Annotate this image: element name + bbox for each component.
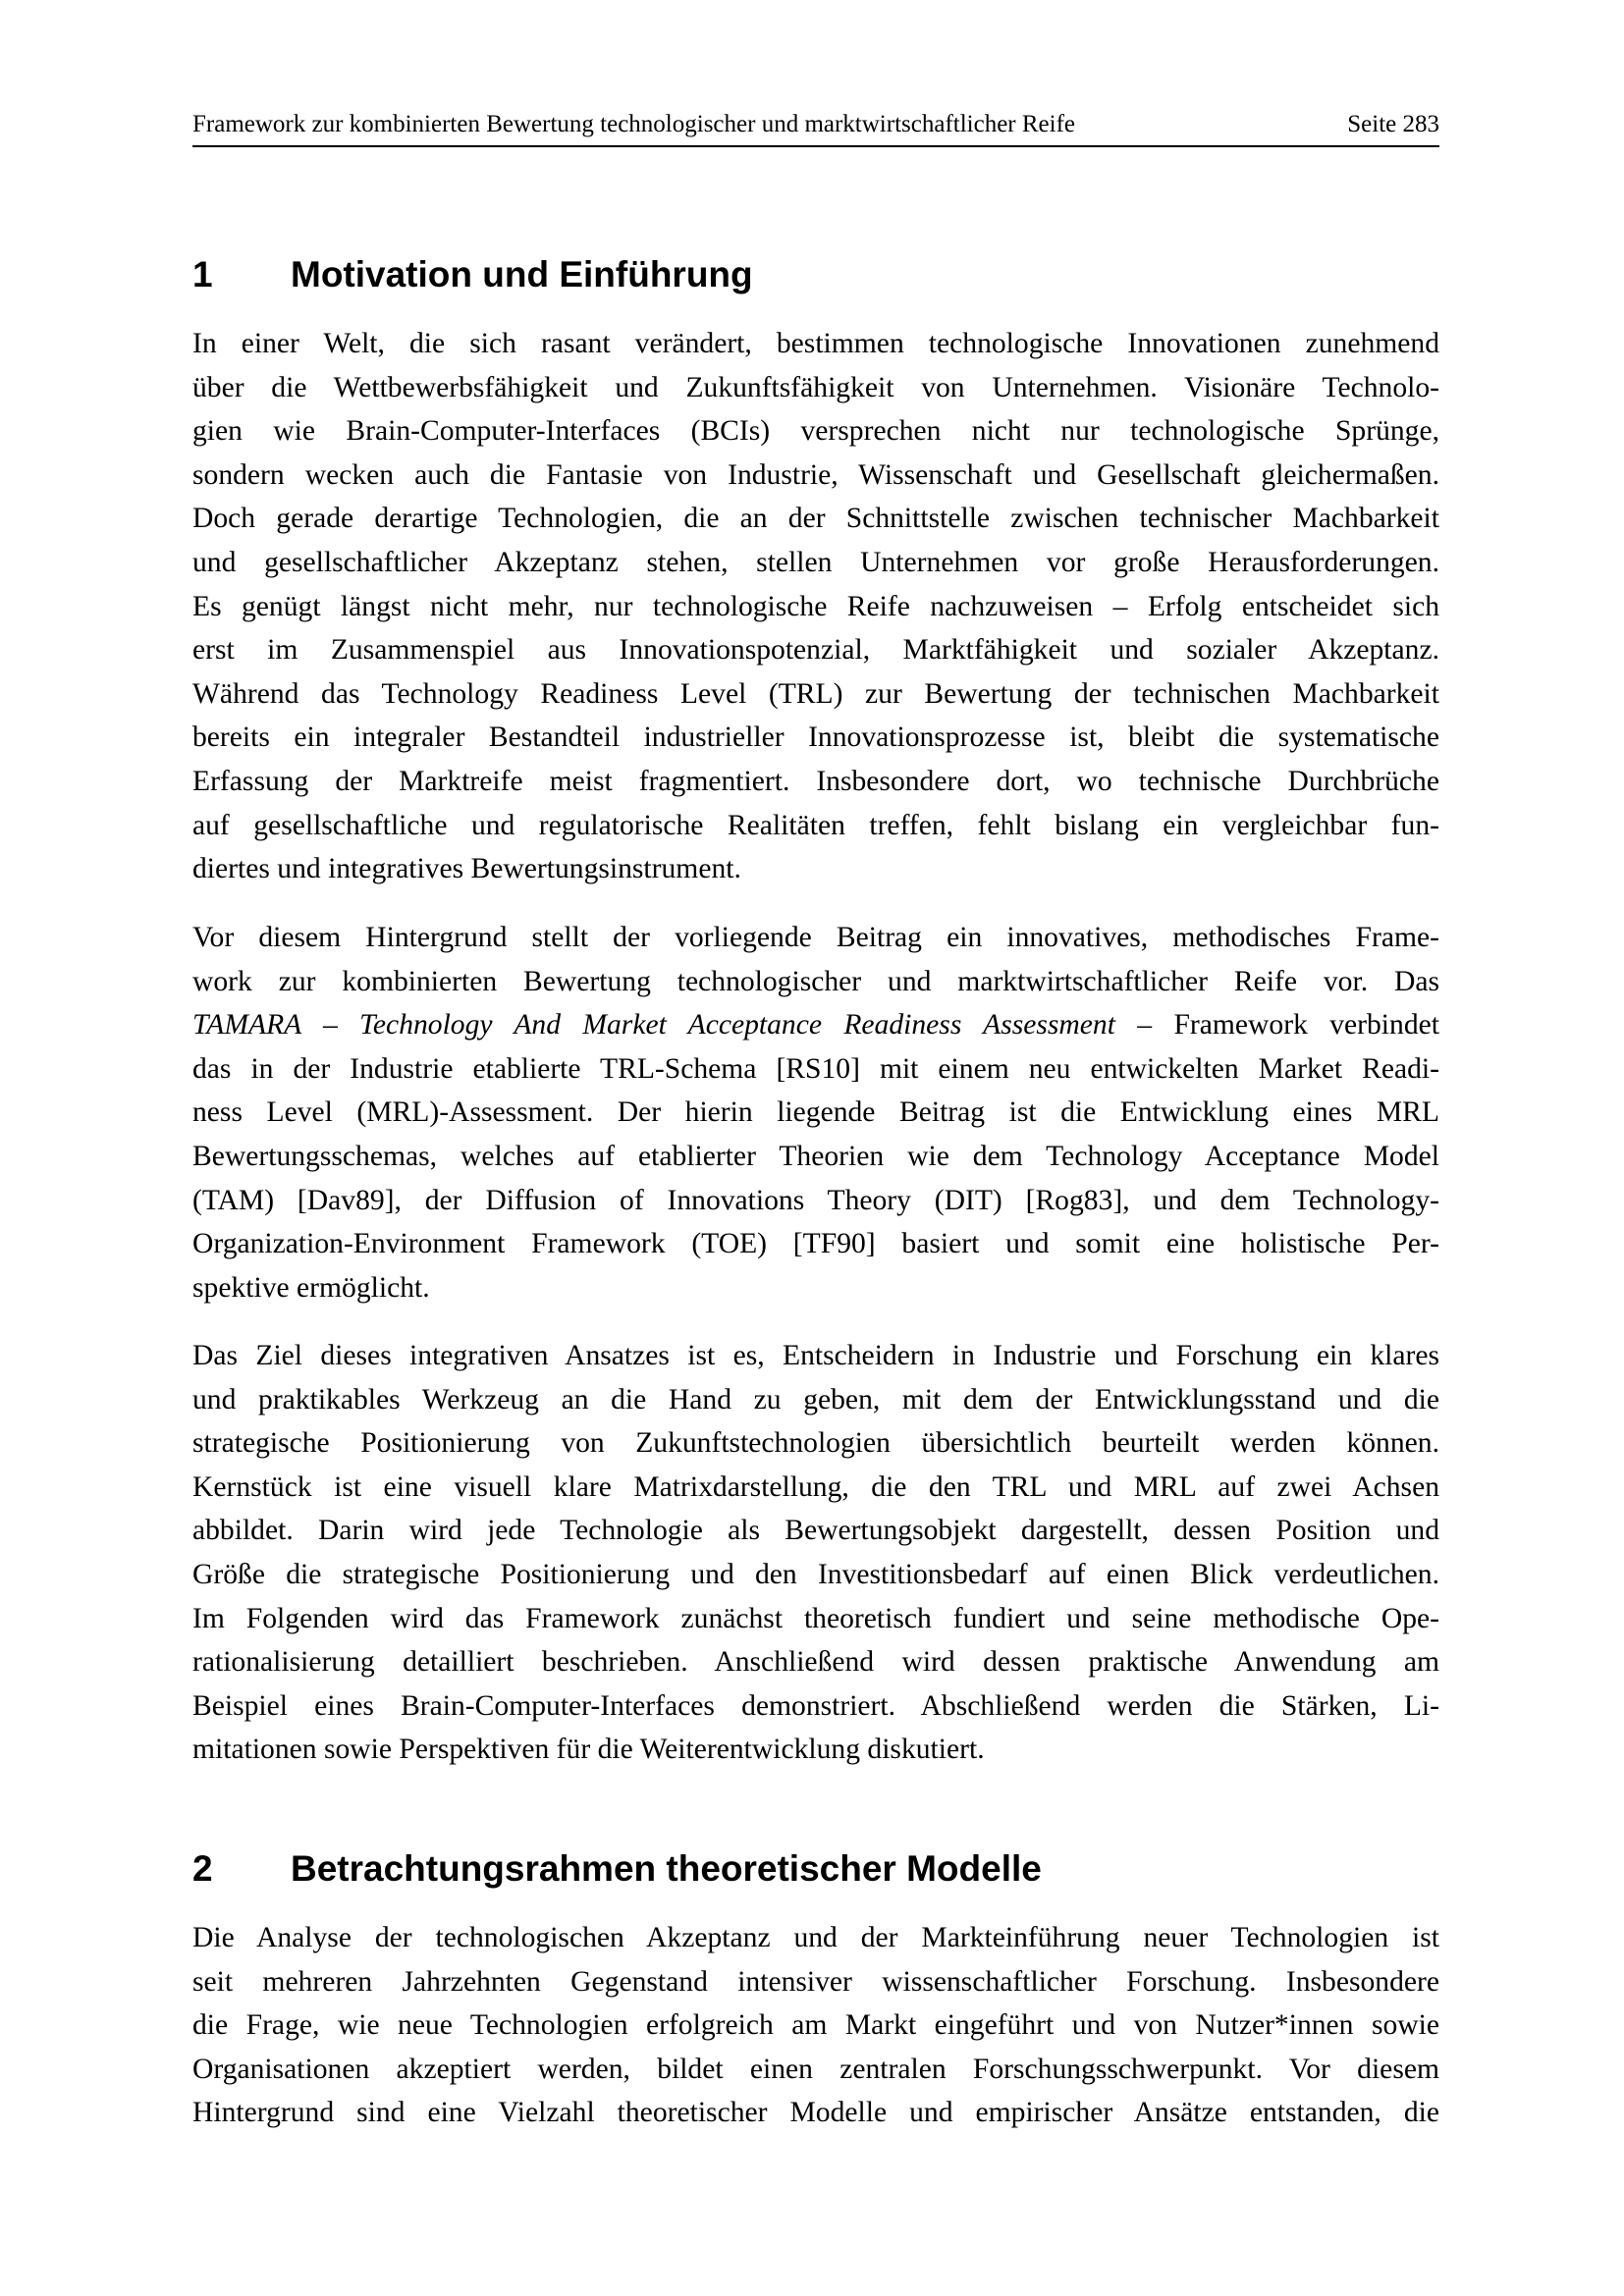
- text-line: bereits ein integraler Bestandteil industrieller Innovationsprozesse ist, bleibt die systematische: [192, 721, 1439, 754]
- text-line: spektive ermöglicht.: [192, 1271, 430, 1304]
- text-line: über die Wettbewerbsfähigkeit und Zukunftsfähigkeit von Unternehmen. Visionäre Technolo-: [192, 371, 1439, 403]
- text-line: gien wie Brain-Computer-Interfaces (BCIs) versprechen nicht nur technologische Sprünge,: [192, 415, 1439, 448]
- section-number: 1: [192, 254, 213, 294]
- text-line: In einer Welt, die sich rasant verändert, bestimmen technologische Innovationen zunehmend: [192, 328, 1439, 359]
- text-line: seit mehreren Jahrzehnten Gegenstand intensiver wissenschaftlicher Forschung. Insbesondere: [192, 1965, 1439, 1998]
- text-line: und praktikables Werkzeug an die Hand zu geben, mit dem der Entwicklungsstand und die: [192, 1383, 1439, 1415]
- text-line: das in der Industrie etablierte TRL-Schema [RS10] mit einem neu entwickelten Market Readi-: [192, 1052, 1439, 1085]
- text-line: Die Analyse der technologischen Akzeptanz und der Markteinführung neuer Technologien ist: [192, 1922, 1439, 1953]
- framework-name-italic: TAMARA – Technology And Market Acceptance Readiness Assessment: [192, 1009, 1115, 1041]
- text-line: ness Level (MRL)-Assessment. Der hierin liegende Beitrag ist die Entwicklung eines MRL: [192, 1096, 1439, 1129]
- paragraph: [192, 916, 1439, 1309]
- text-line: work zur kombinierten Bewertung technologischer und marktwirtschaftlicher Reife vor. Das: [192, 965, 1439, 997]
- section-title: Betrachtungsrahmen theoretischer Modelle: [291, 1848, 1042, 1889]
- text-line: abbildet. Darin wird jede Technologie als Bewertungsobjekt dargestellt, dessen Position und: [192, 1515, 1439, 1547]
- text-line: die Frage, wie neue Technologien erfolgreich am Markt eingeführt und von Nutzer*innen sowie: [192, 2009, 1439, 2042]
- text-line: Während das Technology Readiness Level (TRL) zur Bewertung der technischen Machbarkeit: [192, 677, 1439, 710]
- section-heading-1: [192, 253, 753, 296]
- text-line: Größe die strategische Positionierung und den Investitionsbedarf auf einen Blick verdeutlichen.: [192, 1558, 1439, 1590]
- text-line: Kernstück ist eine visuell klare Matrixdarstellung, die den TRL und MRL auf zwei Achsen: [192, 1470, 1439, 1503]
- text-line: rationalisierung detailliert beschrieben. Anschließend wird dessen praktische Anwendung am: [192, 1646, 1439, 1679]
- text-line: (TAM) [Dav89], der Diffusion of Innovations Theory (DIT) [Rog83], und dem Technology-: [192, 1184, 1439, 1216]
- text-line: Organization-Environment Framework (TOE) [TF90] basiert und somit eine holistische Per-: [192, 1228, 1439, 1260]
- text-line: Beispiel eines Brain-Computer-Interfaces demonstriert. Abschließend werden die Stärken, Li-: [192, 1689, 1439, 1722]
- text-line: Vor diesem Hintergrund stellt der vorliegende Beitrag ein innovatives, methodisches Frame-: [192, 922, 1439, 953]
- page-number: Seite 283: [1347, 111, 1439, 137]
- text-line: sondern wecken auch die Fantasie von Industrie, Wissenschaft und Gesellschaft gleichermaßen.: [192, 458, 1439, 491]
- section-title: Motivation und Einführung: [291, 254, 753, 294]
- text-line: auf gesellschaftliche und regulatorische Realitäten treffen, fehlt bislang ein vergleichbar fun-: [192, 809, 1439, 841]
- text-line: Doch gerade derartige Technologien, die an der Schnittstelle zwischen technischer Machbarkeit: [192, 503, 1439, 535]
- section-heading-2: [192, 1847, 1042, 1891]
- text-line: Organisationen akzeptiert werden, bildet einen zentralen Forschungsschwerpunkt. Vor diesem: [192, 2053, 1439, 2085]
- text-line: Das Ziel dieses integrativen Ansatzes ist es, Entscheidern in Industrie und Forschung ein klares: [192, 1340, 1439, 1371]
- text-line: diertes und integratives Bewertungsinstrument.: [192, 853, 741, 885]
- running-title: Framework zur kombinierten Bewertung technologischer und marktwirtschaftlicher Reife: [192, 111, 1076, 137]
- running-header: [192, 110, 1439, 147]
- text-line: strategische Positionierung von Zukunftstechnologien übersichtlich beurteilt werden können.: [192, 1427, 1439, 1460]
- text-line: Bewertungsschemas, welches auf etablierter Theorien wie dem Technology Acceptance Model: [192, 1140, 1439, 1172]
- text-line: Im Folgenden wird das Framework zunächst theoretisch fundiert und seine methodische Ope-: [192, 1602, 1439, 1634]
- text-line: Erfassung der Marktreife meist fragmentiert. Insbesondere dort, wo technische Durchbrüche: [192, 765, 1439, 797]
- text-line: mitationen sowie Perspektiven für die Weiterentwicklung diskutiert.: [192, 1734, 985, 1766]
- text-line: Hintergrund sind eine Vielzahl theoretischer Modelle und empirischer Ansätze entstanden, die: [192, 2097, 1439, 2129]
- text-line: und gesellschaftlicher Akzeptanz stehen, stellen Unternehmen vor große Herausforderungen.: [192, 546, 1439, 578]
- text-line: erst im Zusammenspiel aus Innovationspotenzial, Marktfähigkeit und sozialer Akzeptanz.: [192, 634, 1439, 667]
- section-number: 2: [192, 1848, 213, 1889]
- text-line-with-italic: [192, 1003, 1439, 1047]
- paragraph: [192, 322, 1439, 891]
- paragraph: [192, 1334, 1439, 1772]
- paragraph: [192, 1916, 1439, 2135]
- text-fragment: – Framework verbindet: [1114, 1009, 1439, 1041]
- text-line: Es genügt längst nicht mehr, nur technologische Reife nachzuweisen – Erfolg entscheidet sich: [192, 590, 1439, 622]
